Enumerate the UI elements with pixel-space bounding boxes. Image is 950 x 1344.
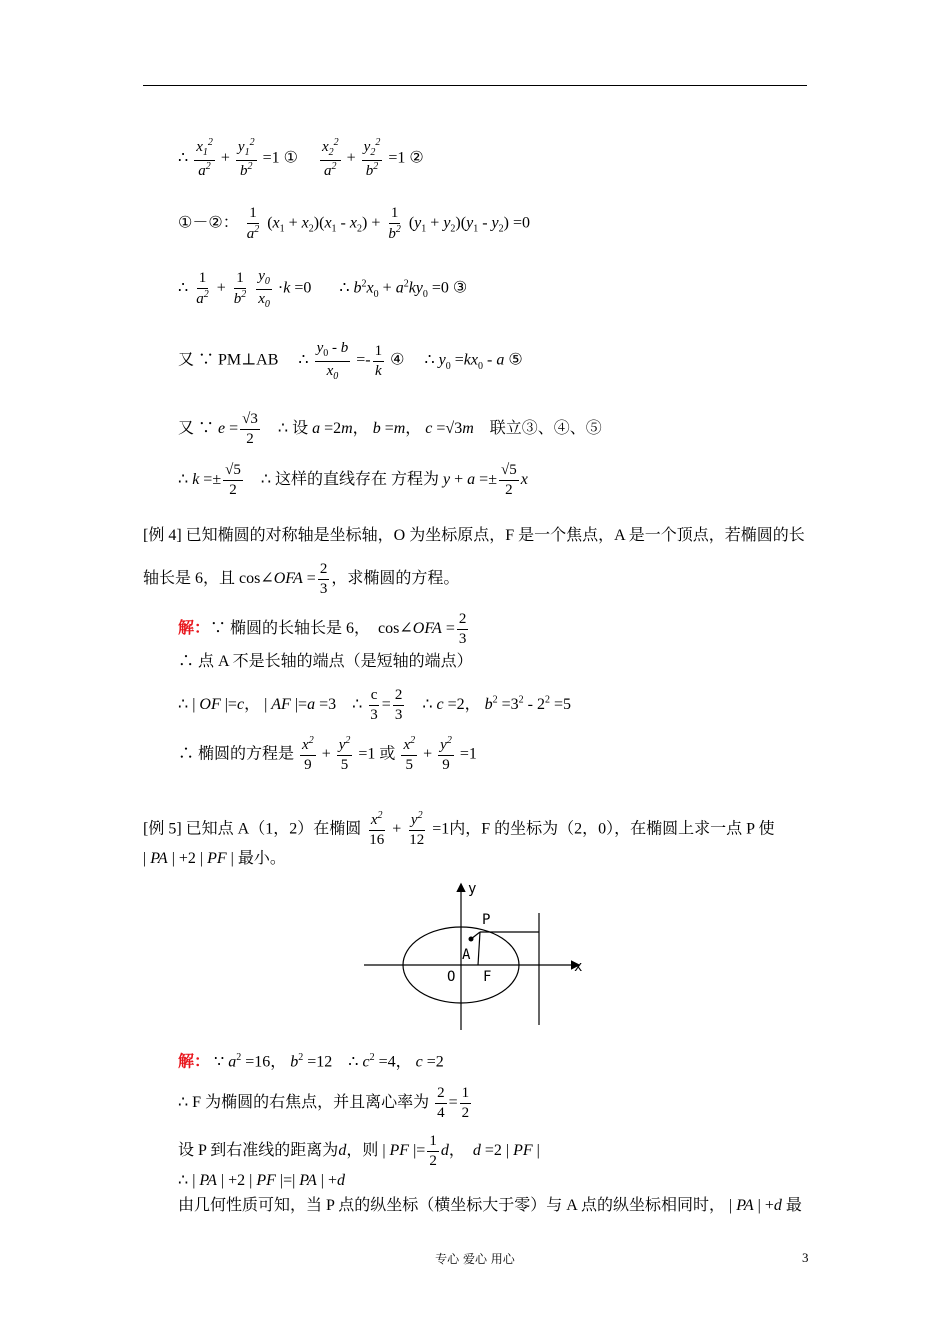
point-a <box>469 937 474 942</box>
example-4-statement-2: 轴长是 6，且 cos∠OFA = $\frac{2}{3}$ ，求椭圆的方程。 <box>143 561 460 597</box>
equation-line-5: 又 ∵ e = $\frac{√3}{2}$ ∴ 设 a =2m， b =m， c =√3m 联立③、④、⑤ <box>178 411 602 447</box>
y-label: y <box>468 881 477 897</box>
page-number: 3 <box>802 1250 809 1265</box>
example-5-solution-4: ∴ | PA | +2 | PF |=| PA | +d <box>178 1172 346 1189</box>
example-4-solution-4: ∴ 椭圆的方程是 $\frac{x^2}{9}$ + $\frac{y^2}{5}$ =1 或 $\frac{x^2}{5}$ + $\frac{y^2}{9}$ =1 <box>178 735 477 773</box>
equation-line-4: 又 ∵ PM⊥AB ∴ $\frac{y_0 - b}{x_0}$ =- $\frac{1}{k}$ ④ ∴ $y_0 =kx_0 - a$ ⑤ <box>178 340 523 382</box>
example-4-solution-2: ∴ 点 A 不是长轴的端点（是短轴的端点） <box>178 653 473 670</box>
p-to-f <box>478 932 480 965</box>
example-4-statement: [例 4] 已知椭圆的对称轴是坐标轴，O 为坐标原点，F 是一个焦点，A 是一个顶点，若椭圆的长 <box>143 527 805 544</box>
f-label: F <box>483 969 492 985</box>
example-5-statement-2: | PA | +2 | PF | 最小。 <box>143 850 286 867</box>
solution-label-2: 解： <box>178 1053 211 1071</box>
equation-line-3: ∴ $\frac{1}{a^2}$ + $\frac{1}{b^2}$ $\frac{y_0}{x_0}$ ·k =0 ∴ $b^2x_0 + a^2ky_0 =0$ ③ <box>178 268 468 310</box>
example-4-solution-1: 解：∵ 椭圆的长轴长是 6， cos∠OFA = $\frac{2}{3}$ <box>178 611 467 647</box>
example-5-statement: [例 5] 已知点 A（1，2）在椭圆 $\frac{x^2}{16}$ + $\frac{y^2}{12}$ =1内，F 的坐标为（2，0），在椭圆上求一点 P 使 <box>143 810 775 848</box>
header-rule <box>143 85 807 86</box>
example-5-solution-1: 解： ∵ $a^2 =16$， $b^2 =12$ ∴ $c^2 =4$， c =2 <box>178 1052 444 1071</box>
a-label: A <box>462 947 471 963</box>
p-label: P <box>482 912 491 928</box>
example-5-solution-2: ∴ F 为椭圆的右焦点，并且离心率为 $\frac{2}{4}$ = $\frac{1}{2}$ <box>178 1085 470 1121</box>
page-footer: 专心 爱心 用心 <box>435 1252 515 1266</box>
o-label: O <box>447 969 456 985</box>
ellipse-figure <box>358 875 593 1035</box>
equation-line-6: ∴ k =± $\frac{√5}{2}$ ∴ 这样的直线存在 方程为 y + a =± $\frac{√5}{2}$ x <box>178 462 528 498</box>
example-5-solution-5: 由几何性质可知，当 P 点的纵坐标（横坐标大于零）与 A 点的纵坐标相同时， | PA | +d 最 <box>178 1197 802 1214</box>
example-5-solution-3: 设 P 到右准线的距离为d，则 | PF |= $\frac{1}{2}$ d， d =2 | PF | <box>178 1133 540 1169</box>
x-label: x <box>574 959 583 975</box>
example-4-solution-3: ∴ | OF |=c， | AF |=a =3 ∴ $\frac{c}{3}$ = $\frac{2}{3}$ ∴ c =2， $b^2 =3^2 - 2^2 =5$ <box>178 687 572 723</box>
equation-line-1: ∴ $\frac{x_1^2}{a^2}$ + $\frac{y_1^2}{b^2}$ =1 ① $\frac{x_2^2}{a^2}$ + $\frac{y_2^2}{b^2}$ =1 ② <box>178 137 424 179</box>
solution-label: 解： <box>178 619 211 637</box>
equation-line-2: ①－②： $\frac{1}{a^2}$ $(x_1 + x_2)(x_1 - x_2)$ + $\frac{1}{b^2}$ $(y_1 + y_2)(y_1 - y_2) =0$ <box>178 205 530 242</box>
